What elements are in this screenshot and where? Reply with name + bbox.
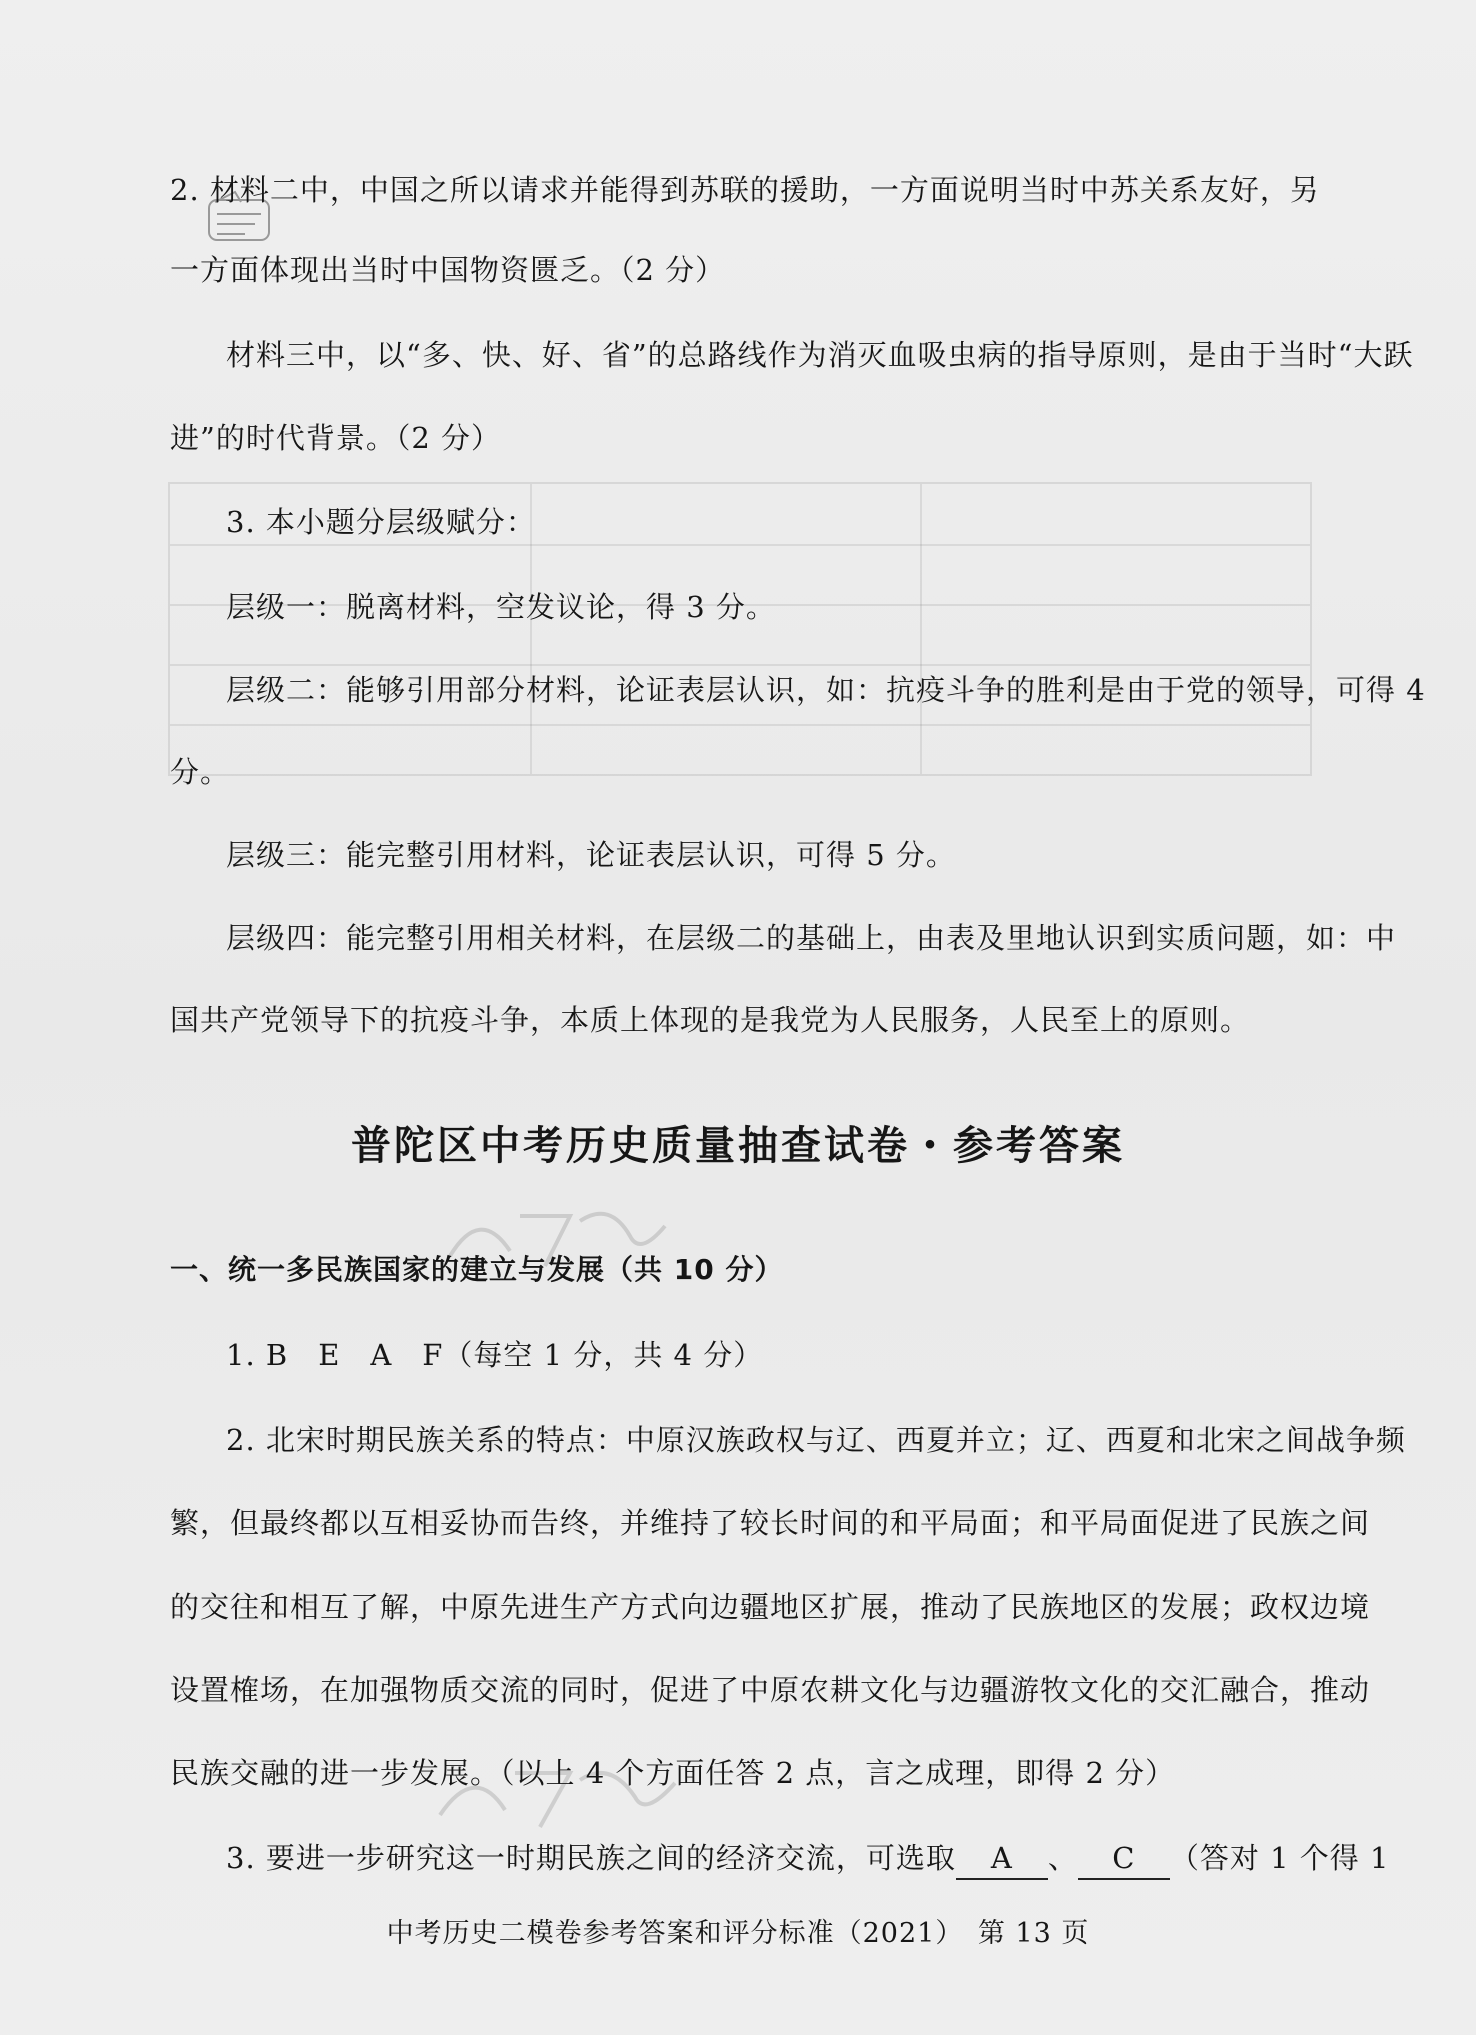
- page-footer: 中考历史二模卷参考答案和评分标准（2021） 第 13 页: [386, 1918, 1090, 1949]
- paragraph-material3-line1: 材料三中，以“多、快、好、省”的总路线作为消灭血吸虫病的指导原则，是由于当时“大跃: [226, 338, 1414, 372]
- question3-intro: 3. 本小题分层级赋分：: [226, 505, 536, 539]
- exam-title: 普陀区中考历史质量抽查试卷・参考答案: [351, 1123, 1125, 1169]
- level1-criterion: 层级一：脱离材料，空发议论，得 3 分。: [226, 590, 776, 624]
- q3-prefix: 3. 要进一步研究这一时期民族之间的经济交流，可选取: [226, 1841, 956, 1875]
- level2-criterion-line2: 分。: [170, 755, 231, 789]
- level3-criterion: 层级三：能完整引用材料，论证表层认识，可得 5 分。: [226, 838, 956, 872]
- section1-q2-line3: 的交往和相互了解，中原先进生产方式向边疆地区扩展，推动了民族地区的发展；政权边境: [170, 1590, 1371, 1624]
- level4-criterion-line2: 国共产党领导下的抗疫斗争，本质上体现的是我党为人民服务，人民至上的原则。: [170, 1003, 1251, 1037]
- level4-criterion-line1: 层级四：能完整引用相关材料，在层级二的基础上，由表及里地认识到实质问题，如：中: [226, 921, 1397, 955]
- level2-criterion-line1: 层级二：能够引用部分材料，论证表层认识，如：抗疫斗争的胜利是由于党的领导，可得 4: [226, 673, 1426, 707]
- q3-separator: 、: [1047, 1841, 1078, 1875]
- paragraph-material2-line2: 一方面体现出当时中国物资匮乏。（2 分）: [170, 253, 726, 287]
- section1-q2-line4: 设置榷场，在加强物质交流的同时，促进了中原农耕文化与边疆游牧文化的交汇融合，推动: [170, 1673, 1371, 1707]
- paragraph-material3-line2: 进”的时代背景。（2 分）: [170, 421, 501, 455]
- q3-suffix: （答对 1 个得 1: [1169, 1841, 1390, 1875]
- section1-q1-answer: 1. B E A F（每空 1 分，共 4 分）: [226, 1338, 764, 1372]
- section1-q2-line1: 2. 北宋时期民族关系的特点：中原汉族政权与辽、西夏并立；辽、西夏和北宋之间战争频: [226, 1423, 1406, 1457]
- section1-q3-line: [226, 1838, 1390, 1880]
- answer-blank-2: C: [1078, 1838, 1170, 1880]
- paragraph-material2-line1: 2. 材料二中，中国之所以请求并能得到苏联的援助，一方面说明当时中苏关系友好，另: [170, 173, 1320, 207]
- section1-q2-line5: 民族交融的进一步发展。（以上 4 个方面任答 2 点，言之成理，即得 2 分）: [170, 1756, 1176, 1790]
- section1-heading: 一、统一多民族国家的建立与发展（共 10 分）: [170, 1253, 784, 1286]
- section1-q2-line2: 繁，但最终都以互相妥协而告终，并维持了较长时间的和平局面；和平局面促进了民族之间: [170, 1506, 1371, 1540]
- answer-blank-1: A: [956, 1838, 1048, 1880]
